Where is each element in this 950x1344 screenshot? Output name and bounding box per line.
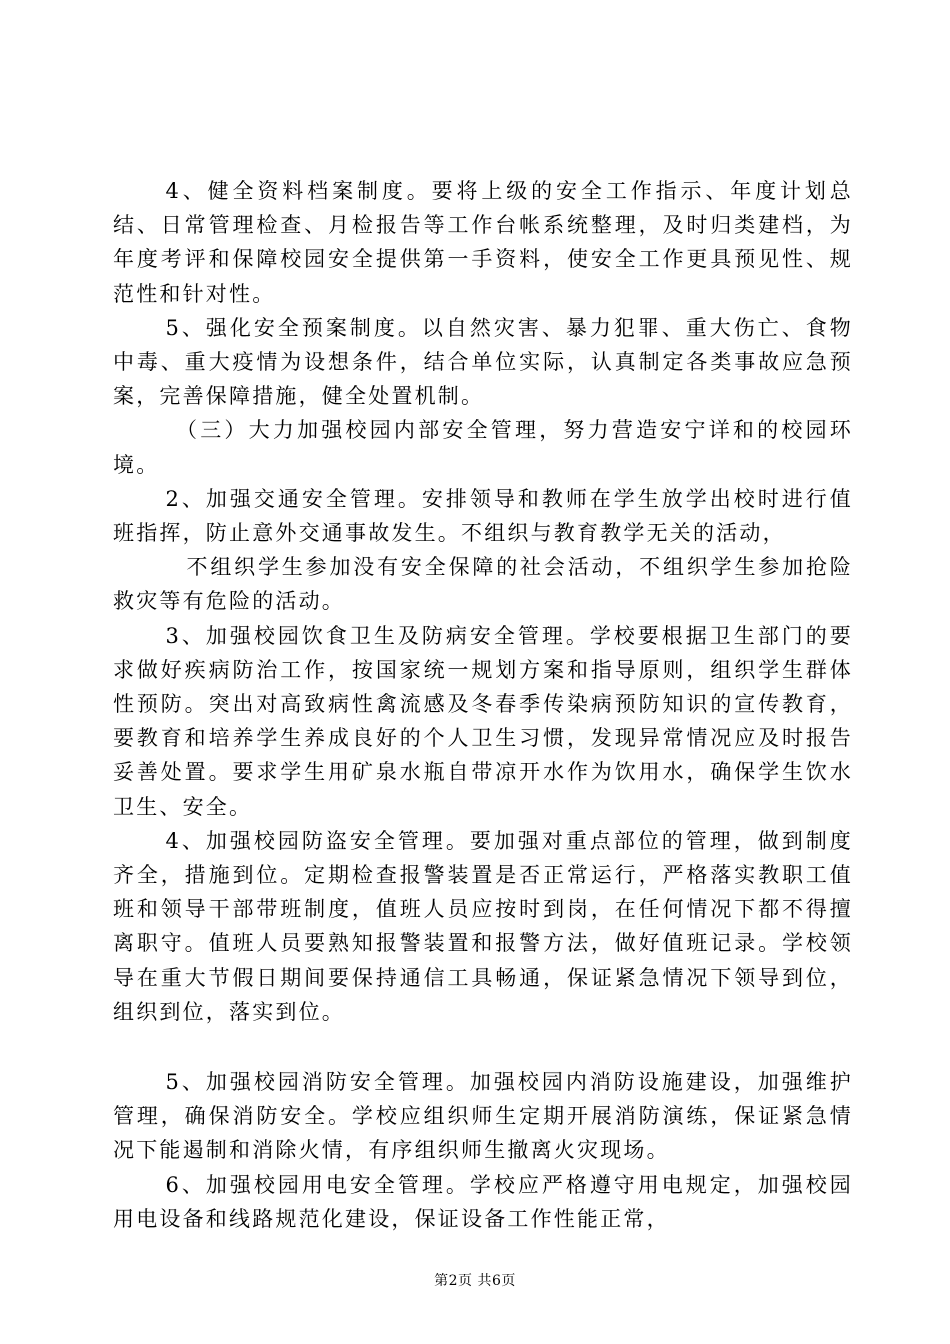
paragraph-traffic-safety-continued: 不组织学生参加没有安全保障的社会活动，不组织学生参加抢险救灾等有危险的活动。: [113, 555, 853, 614]
paragraph-food-hygiene: 3、加强校园饮食卫生及防病安全管理。学校要根据卫生部门的要求做好疾病防治工作，按国家统一规划方案和指导原则，组织学生群体性预防。突出对高致病性禽流感及冬春季传染病预防知识的宣传教育，要教育和培养学生养成良好的个人卫生习惯，发现异常情况应及时报告妥善处置。要求学生用矿泉水瓶自带凉开水作为饮用水，确保学生饮水卫生、安全。: [113, 623, 853, 819]
paragraph-anti-theft: 4、加强校园防盗安全管理。要加强对重点部位的管理，做到制度齐全，措施到位。定期检查报警装置是否正常运行，严格落实教职工值班和领导干部带班制度，值班人员应按时到岗，在任何情况下都不得擅离职守。值班人员要熟知报警装置和报警方法，做好值班记录。学校领导在重大节假日期间要保持通信工具畅通，保证紧急情况下领导到位，组织到位，落实到位。: [113, 828, 853, 1024]
section-heading-campus-safety: （三）大力加强校园内部安全管理，努力营造安宁详和的校园环境。: [113, 418, 853, 477]
paragraph-emergency-plan: 5、强化安全预案制度。以自然灾害、暴力犯罪、重大伤亡、食物中毒、重大疫情为设想条件，结合单位实际，认真制定各类事故应急预案，完善保障措施，健全处置机制。: [113, 315, 853, 409]
document-body: [113, 174, 853, 1236]
paragraph-electric-safety: 6、加强校园用电安全管理。学校应严格遵守用电规定，加强校园用电设备和线路规范化建设，保证设备工作性能正常，: [113, 1172, 853, 1231]
paragraph-traffic-safety: 2、加强交通安全管理。安排领导和教师在学生放学出校时进行值班指挥，防止意外交通事故发生。不组织与教育教学无关的活动，: [113, 486, 853, 546]
paragraph-fire-safety: 5、加强校园消防安全管理。加强校园内消防设施建设，加强维护管理，确保消防安全。学校应组织师生定期开展消防演练，保证紧急情况下能遏制和消除火情，有序组织师生撤离火灾现场。: [113, 1070, 853, 1163]
paragraph-archive-system: 4、健全资料档案制度。要将上级的安全工作指示、年度计划总结、日常管理检查、月检报告等工作台帐系统整理，及时归类建档，为年度考评和保障校园安全提供第一手资料，使安全工作更具预见性、规范性和针对性。: [113, 179, 853, 306]
page-number-footer: 第2页 共6页: [434, 1273, 516, 1289]
